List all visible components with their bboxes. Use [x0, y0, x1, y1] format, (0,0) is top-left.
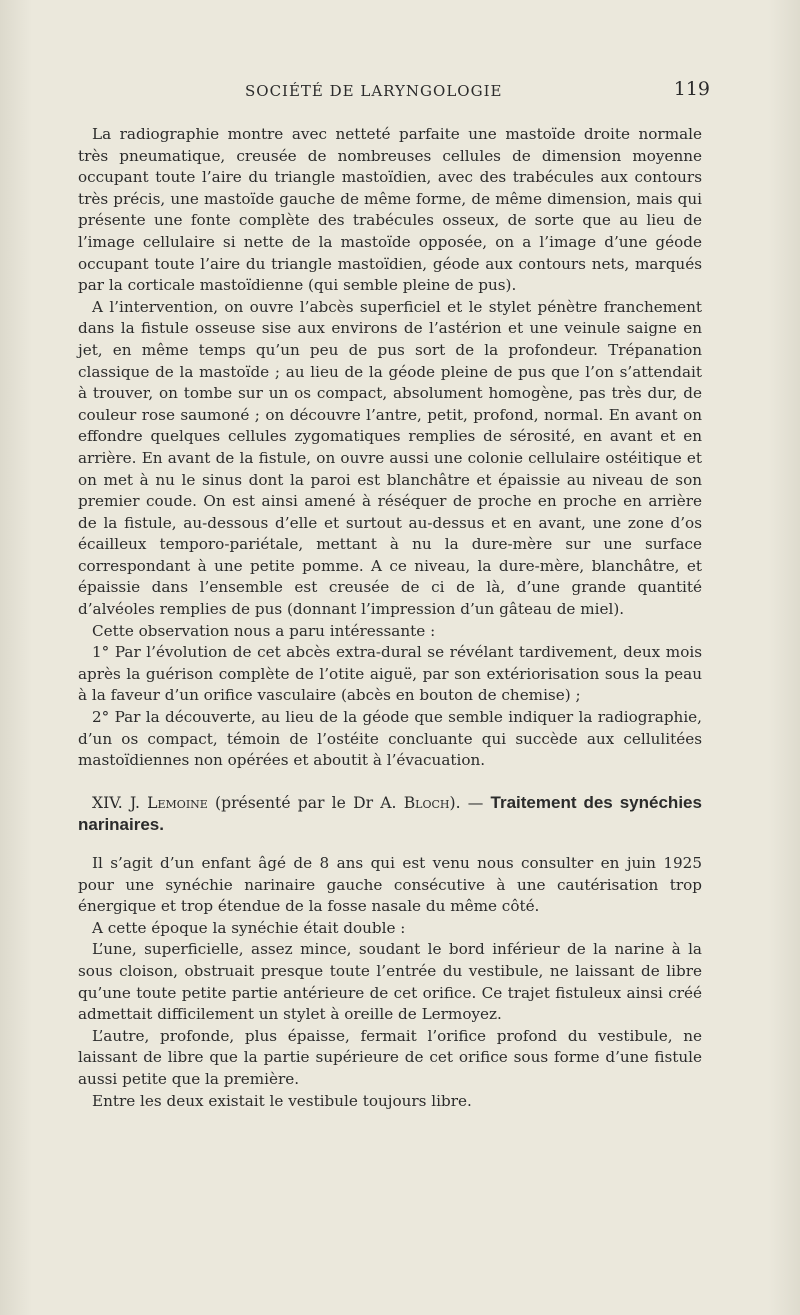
paragraph: Cette observation nous a paru intéressante : [92, 621, 436, 640]
running-head: SOCIÉTÉ DE LARYNGOLOGIE [245, 82, 503, 100]
section-author: Lemoine [147, 793, 208, 812]
section-number: XIV. J. [92, 793, 140, 812]
body-text [78, 124, 702, 1112]
page-header [245, 78, 710, 104]
paragraph: Entre les deux existait le vestibule toujours libre. [92, 1091, 472, 1110]
paragraph: 2° Par la découverte, au lieu de la géode que semble indiquer la radiographie, d’un os compact, témoin de l’ostéite concluante qui succède aux cellulitées mastoïdiennes non opérées et aboutit à l’évacuation. [78, 708, 702, 770]
paragraph: 1° Par l’évolution de cet abcès extra-dural se révélant tardivement, deux mois après la guérison complète de l’otite aiguë, par son extériorisation sous la peau à la faveur d’un orifice vasculaire (abcès en bouton de chemise) ; [78, 643, 702, 705]
paragraph: Il s’agit d’un enfant âgé de 8 ans qui est venu nous consulter en juin 1925 pour une synéchie narinaire gauche consécutive à une cautérisation trop énergique et trop étendue de la fosse nasale du même côté. [78, 854, 702, 916]
paragraph: A cette époque la synéchie était double : [92, 918, 406, 937]
paragraph: L’autre, profonde, plus épaisse, fermait l’orifice profond du vestibule, ne laissant de libre que la partie supérieure de cet orifice sous forme d’une fistule aussi petite que la première. [78, 1026, 702, 1088]
page-number: 119 [673, 78, 710, 100]
paragraph: A l’intervention, on ouvre l’abcès superficiel et le stylet pénètre franchement dans la fistule osseuse sise aux environs de l’astérion et une veinule saigne en jet, en même temps qu’un peu de pus sort de la profondeur. Trépanation classique de la mastoïde ; au lieu de la géode pleine de pus que l’on s’attendait à trouver, on tombe sur un os compact, absolument homogène, pas très dur, de couleur rose saumoné ; on découvre l’antre, petit, profond, normal. En avant on effondre quelques cellules zygomatiques remplies de sérosité, en avant et en arrière. En avant de la fistule, on ouvre aussi une colonie cellulaire ostéitique et on met à nu le sinus dont la paroi est blanchâtre et épaissie au niveau de son premier coude. On est ainsi amené à réséquer de proche en proche en arrière de la fistule, au-dessous d’elle et surtout au-dessus et en avant, une zone d’os écailleux temporo-pariétale, mettant à nu la dure-mère sur une surface correspondant à une petite pomme. A ce niveau, la dure-mère, blanchâtre, et épaissie dans l’ensemble est creusée de ci de là, d’une grande quantité d’alvéoles remplies de pus (donnant l’impression d’un gâteau de miel). [78, 297, 702, 619]
section-title: Traitement des synéchies narinaires. [78, 792, 702, 835]
section-close: ). — [449, 793, 484, 812]
section-heading [78, 792, 702, 837]
paragraph: La radiographie montre avec netteté parfaite une mastoïde droite normale très pneumatique, creusée de nombreuses cellules de dimension moyenne occupant toute l’aire du triangle mastoïdien, avec des trabécules aux contours très précis, une mastoïde gauche de même forme, de même dimension, mais qui présente une fonte complète des trabécules osseux, de sorte que au lieu de l’image cellulaire si nette de la mastoïde opposée, on a l’image d’une géode occupant toute l’aire du triangle mastoïdien, géode aux contours nets, marqués par la corticale mastoïdienne (qui semble pleine de pus). [78, 125, 702, 295]
section-presenter: Bloch [403, 793, 450, 812]
paragraph: L’une, superficielle, assez mince, soudant le bord inférieur de la narine à la sous cloison, obstruait presque toute l’entrée du vestibule, ne laissant de libre qu’une toute petite partie antérieure de cet orifice. Ce trajet fistuleux ainsi créé admettait difficilement un stylet à oreille de Lermoyez. [78, 940, 702, 1024]
section-presented-by: (présenté par le Dr A. [215, 793, 397, 812]
